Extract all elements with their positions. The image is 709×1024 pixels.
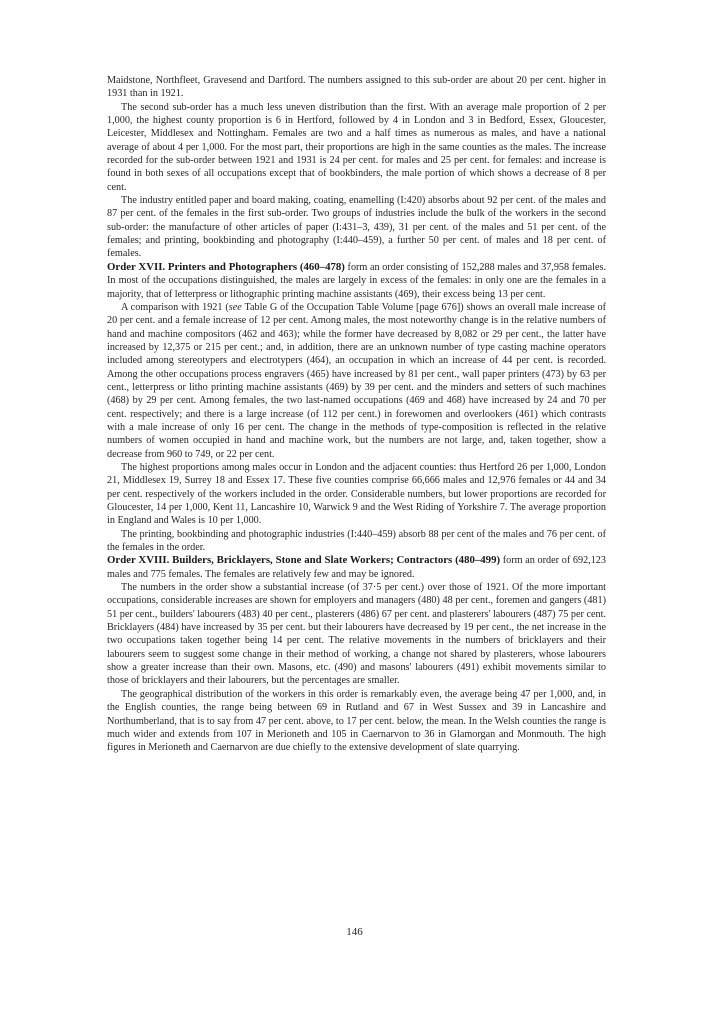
paragraph-geographical-distribution: The geographical distribution of the workers in this order is remarkably even, the average being 47 per 1,000, and, in the English counties, the range being between 69 in Rutland and 67 in West Sussex and 39 in Lancashire and Northumberland, that is to say from 47 per cent. above, to 17 per cent. below, the mean. In the Welsh counties the range is much wider and extends from 107 in Merioneth and 105 in Caernarvon to 36 in Glamorgan and Monmouth. The high figures in Merioneth and Caernarvon are due chiefly to the extensive development of slate quarrying. <box>107 688 606 754</box>
paragraph-comparison-1921 <box>107 301 606 461</box>
comparison-text-rest: Table G of the Occupation Table Volume [page 676]) shows an overall male increase of 20 per cent. and a female increase of 12 per cent. Among males, the most noteworthy change is in the relative numbers of hand and machine compositors (462 and 463); while the former have decreased by 8,082 or 29 per cent., the latter have increased by 12,375 or 215 per cent.; and, in addition, there are an unknown number of type casting machine operators included among stereotypers and electrotypers (464), an occupation in which an increase of 44 per cent. is recorded. Among the other occupations process engravers (465) have increased by 81 per cent., wall paper printers (473) by 63 per cent., letterpress or litho printing machine assistants (469) by 39 per cent. and the minders and setters of such machines (468) by 29 per cent. Among females, the two last-named occupations (469 and 468) have increased by 24 and 70 per cent. respectively; and there is a large increase (of 112 per cent.) in forewomen and overlookers (461) which contrasts with a male increase of only 16 per cent. The change in the methods of type-composition is reflected in the relative numbers of women occupied in hand and machine work, but the numbers are not large, and, taken together, show a decrease from 960 to 749, or 22 per cent. <box>107 301 606 460</box>
paragraph-second-sub-order: The second sub-order has a much less uneven distribution than the first. With an average male proportion of 2 per 1,000, the highest county proportion is 6 in Hertford, followed by 4 in London and 3 in Bedford, Essex, Gloucester, Leicester, Middlesex and Nottingham. Females are two and a half times as numerous as males, and have a national average of about 4 per 1,000. For the most part, their proportions are high in the same counties as the males. The increase recorded for the sub-order between 1921 and 1931 is 24 per cent. for males and 25 per cent. for females: and increase is found in both sexes of all occupations except that of bookbinders, the male portion of which shows a decrease of 8 per cent. <box>107 101 606 193</box>
page-number: 146 <box>346 926 363 938</box>
page-body <box>107 74 606 755</box>
paragraph-numbers-increase: The numbers in the order show a substantial increase (of 37·5 per cent.) over those of 1921. Of the more important occupations, considerable increases are shown for employers and managers (480) 48 per cent., foremen and gangers (481) 51 per cent., builders' labourers (483) 40 per cent., plasterers (486) 67 per cent. and plasterers' labourers (487) 75 per cent. Bricklayers (484) have increased by 35 per cent. but their labourers have decreased by 19 per cent., the net increase in the two occupations taken together being 14 per cent. The relative movements in the numbers of bricklayers and their labourers seem to suggest some change in their method of working, a change not shared by plasterers, whose labourers show a greater increase than their own. Masons, etc. (490) and masons' labourers (491) exhibit movements similar to those of bricklayers and their labourers, but the percentages are smaller. <box>107 582 606 687</box>
paragraph-printing-industries: The printing, bookbinding and photographic industries (I:440–459) absorb 88 per cent of the males and 76 per cent. of the females in the order. <box>107 528 606 554</box>
see-reference: see <box>228 301 242 313</box>
paragraph-continuation: Maidstone, Northfleet, Gravesend and Dartford. The numbers assigned to this sub-order are about 20 per cent. higher in 1931 than in 1921. <box>107 75 606 100</box>
order-xvii-intro: form an order consisting of 152,288 males and 37,958 females. In most of the occupations distinguished, the males are largely in excess of the females: in only one are the females in a majority, that of letterpress or lithographic printing machine assistants (469), their excess being 13 per cent. <box>107 261 606 300</box>
section-order-xviii <box>107 554 606 581</box>
paragraph-highest-proportions: The highest proportions among males occur in London and the adjacent counties: thus Hertford 26 per 1,000, London 21, Middlesex 19, Surrey 18 and Essex 17. These five counties comprise 66,666 males and 12,976 females or 44 and 34 per cent. respectively of the workers included in the order. Considerable numbers, but lower proportions are recorded for Gloucester, 14 per 1,000, Kent 11, Lancashire 10, Warwick 9 and the West Riding of Yorkshire 7. The average proportion in England and Wales is 10 per 1,000. <box>107 461 606 527</box>
section-order-xvii <box>107 261 606 301</box>
order-xviii-intro: form an order of 692,123 males and 775 females. The females are relatively few and may be ignored. <box>107 555 606 580</box>
comparison-text-start: A comparison with 1921 ( <box>121 301 229 313</box>
paragraph-paper-industry: The industry entitled paper and board making, coating, enamelling (I:420) absorbs about 92 per cent. of the males and 87 per cent. of the females in the first sub-order. Two groups of industries include the bulk of the workers in the second sub-order: the manufacture of other articles of paper (I:431–3, 439), 31 per cent. of the males and 51 per cent. of the females; and printing, bookbinding and photography (I:440–459), a further 50 per cent. of males and 18 per cent. of females. <box>107 195 606 260</box>
heading-order-xviii: Order XVIII. Builders, Bricklayers, Stone and Slate Workers; Contractors (480–499) <box>107 554 501 567</box>
heading-order-xvii: Order XVII. Printers and Photographers (460–478) <box>107 260 345 273</box>
